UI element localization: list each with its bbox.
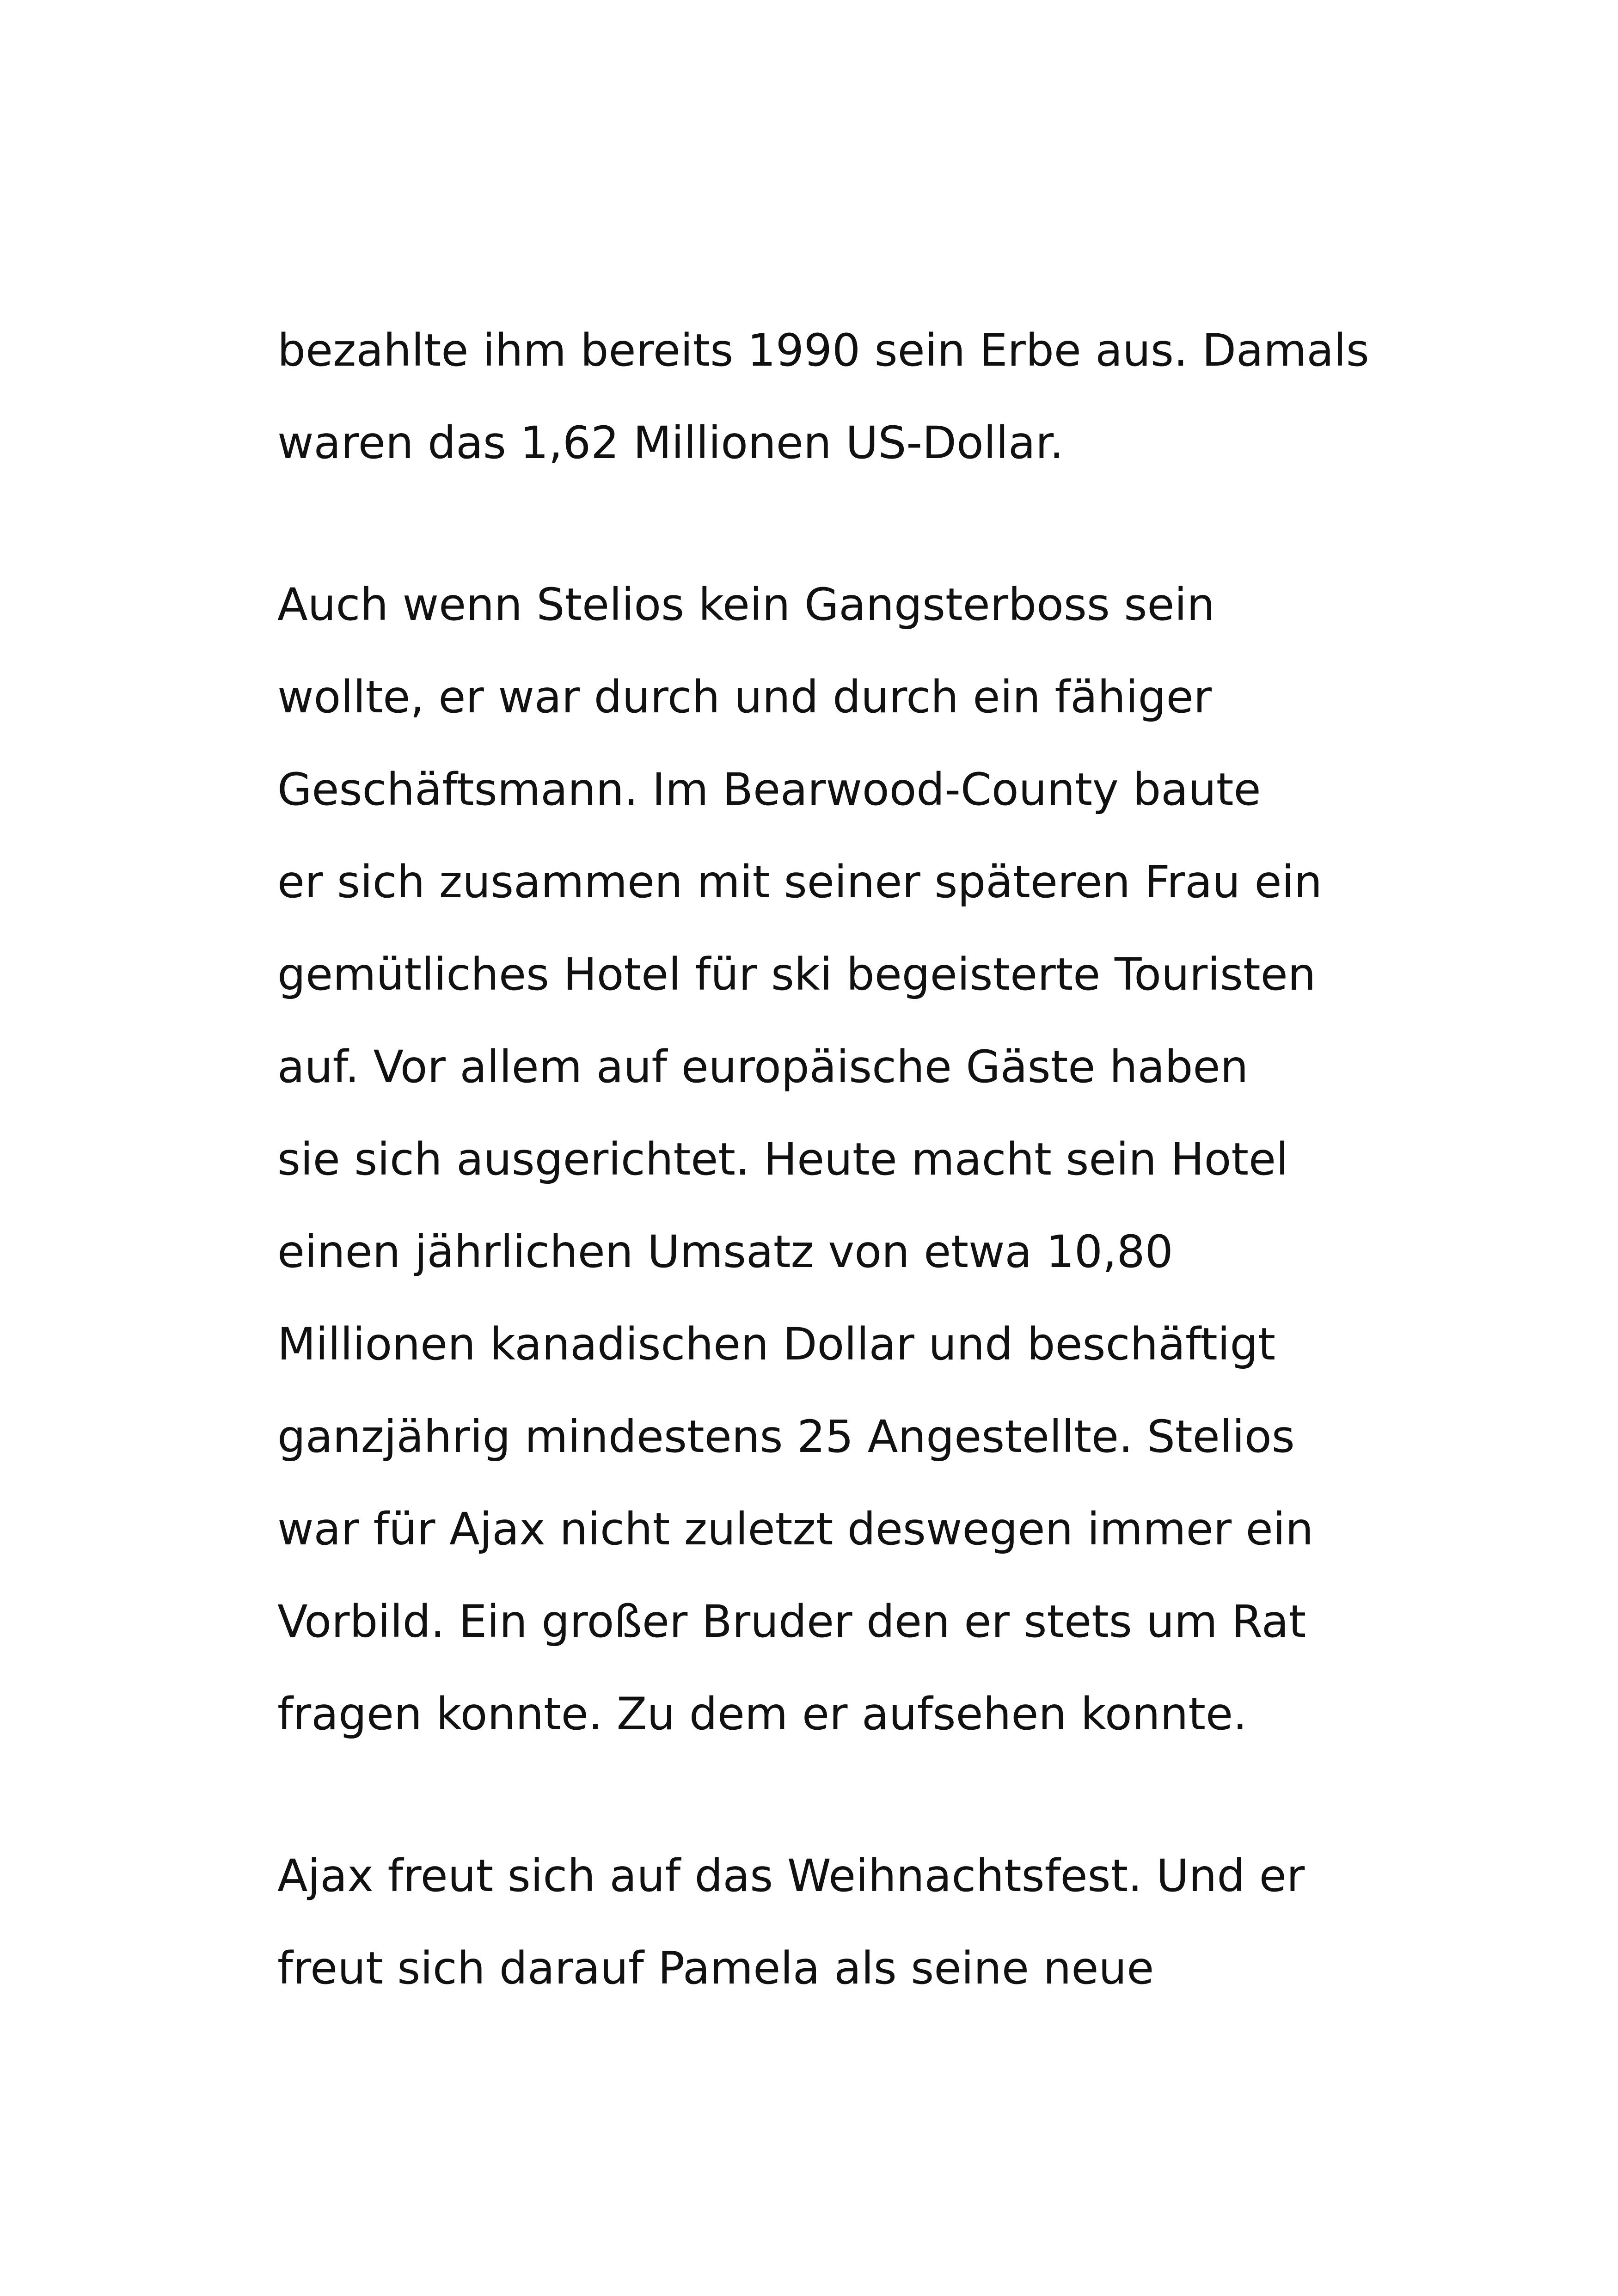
paragraph-line: Geschäftsmann. Im Bearwood-County baute	[277, 764, 1261, 815]
paragraph-2	[277, 558, 1433, 1760]
paragraph-line: ganzjährig mindestens 25 Angestellte. Stelios	[277, 1411, 1295, 1463]
paragraph-3	[277, 1830, 1433, 2014]
paragraph-line: war für Ajax nicht zuletzt deswegen immer ein	[277, 1503, 1314, 1555]
paragraph-1	[277, 304, 1433, 489]
paragraph-line: Ajax freut sich auf das Weihnachtsfest. Und er	[277, 1850, 1305, 1902]
paragraph-line: wollte, er war durch und durch ein fähiger	[277, 671, 1212, 723]
paragraph-line: Auch wenn Stelios kein Gangsterboss sein	[277, 579, 1215, 631]
paragraph-line: freut sich darauf Pamela als seine neue	[277, 1942, 1154, 1994]
paragraph-line: waren das 1,62 Millionen US-Dollar.	[277, 417, 1064, 469]
paragraph-line: sie sich ausgerichtet. Heute macht sein Hotel	[277, 1133, 1288, 1185]
paragraph-line: fragen konnte. Zu dem er aufsehen konnte.	[277, 1688, 1247, 1740]
paragraph-line: auf. Vor allem auf europäische Gäste haben	[277, 1041, 1249, 1093]
paragraph-line: bezahlte ihm bereits 1990 sein Erbe aus. Damals	[277, 325, 1369, 376]
paragraph-line: einen jährlichen Umsatz von etwa 10,80	[277, 1226, 1173, 1278]
paragraph-line: Millionen kanadischen Dollar und beschäftigt	[277, 1318, 1276, 1370]
paragraph-line: gemütliches Hotel für ski begeisterte Touristen	[277, 949, 1316, 1000]
paragraph-line: Vorbild. Ein großer Bruder den er stets um Rat	[277, 1596, 1306, 1647]
paragraph-line: er sich zusammen mit seiner späteren Frau ein	[277, 856, 1323, 908]
